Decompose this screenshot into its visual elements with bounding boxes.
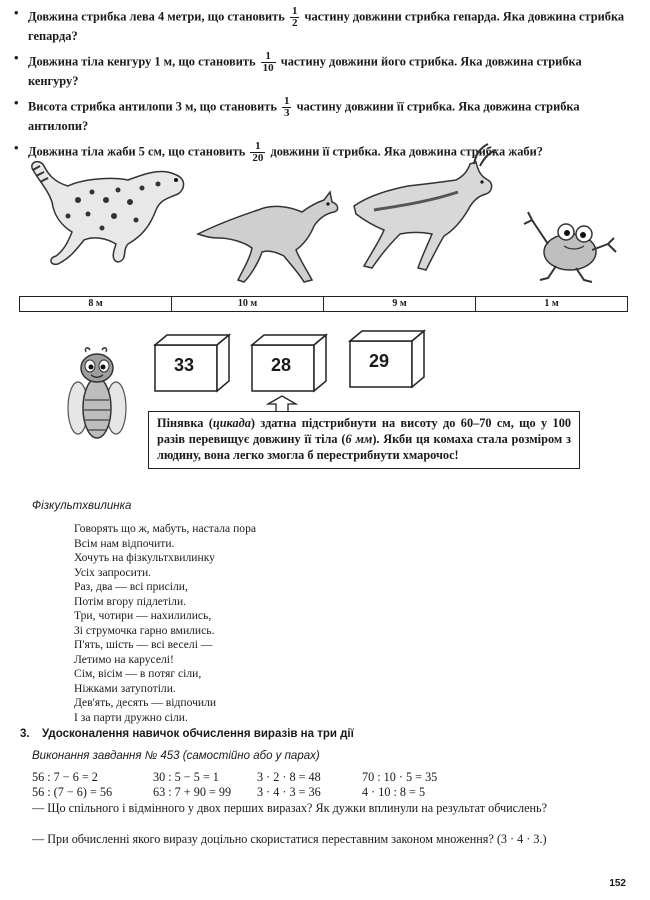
frog-icon <box>524 212 616 282</box>
question-frog: • Довжина тіла жаби 5 см, що становить $\frac{1}{20}$ довжини її стрибка. Яка довжина стрибка жаби? <box>12 141 632 164</box>
page-number: 152 <box>609 878 626 889</box>
fraction: $\frac{1}{10}$ <box>262 50 274 74</box>
poem-line: Потім вгору підлетіли. <box>74 594 187 608</box>
poem-line: Дев'ять, десять — відпочили <box>74 696 217 709</box>
expression: 3 · 4 · 3 = 36 <box>257 785 321 799</box>
expression-grid <box>32 770 592 800</box>
poem-line: І за парти дружно сіли. <box>74 710 188 724</box>
expression: 56 : 7 − 6 = 2 <box>32 770 98 784</box>
number-cube: 29 <box>348 329 428 389</box>
discussion-question: — Що спільного і відмінного у двох перших виразах? Як дужки вплинули на результат обчислень? <box>32 801 547 815</box>
distance-cheetah: 8 м <box>20 297 172 311</box>
kangaroo-icon <box>198 192 338 282</box>
antelope-icon <box>354 144 496 270</box>
cheetah-icon <box>32 162 184 265</box>
expression: 63 : 7 + 90 = 99 <box>153 785 232 799</box>
expression: 56 : (7 − 6) = 56 <box>32 785 113 799</box>
poem-line: Летимо на каруселі! <box>74 652 174 666</box>
animals-illustration <box>18 140 628 300</box>
poem-line: Сім, вісім — в потяг сіли, <box>74 667 202 680</box>
fraction: $\frac{1}{20}$ <box>252 140 264 164</box>
expression-row <box>32 770 592 785</box>
fizkult-poem <box>74 522 256 725</box>
poem-line: Всім нам відпочити. <box>74 536 175 550</box>
distance-antelope: 9 м <box>324 297 476 311</box>
poem-line: Ніжками затупотіли. <box>74 681 176 695</box>
cicada-info-box: Пінявка (цикада) здатна підстрибнути на висоту до 60–70 см, що у 100 разів перевищує довжину її тіла (6 мм). Якби ця комаха стала розміром з людину, вона легко змогла б перестрибнути хмарочос! <box>148 411 580 469</box>
number-cube: 28 <box>250 333 330 393</box>
poem-line: Зі струмочка гарно вмились. <box>74 623 215 637</box>
poem-line: Хочуть на фізкультхвилинку <box>74 551 215 564</box>
jump-distance-table <box>19 296 628 312</box>
cicada-icon <box>66 346 128 444</box>
poem-line: Говорять що ж, мабуть, настала пора <box>74 522 257 535</box>
number-cube: 33 <box>153 333 233 393</box>
task-line: Виконання завдання № 453 (самостійно або у парах) <box>32 750 320 762</box>
poem-line: Три, чотири — нахилились, <box>74 609 212 622</box>
fraction: $\frac{1}{2}$ <box>291 5 298 29</box>
fraction: $\frac{1}{3}$ <box>283 95 290 119</box>
question-lion: • Довжина стрибка лева 4 метри, що становить $\frac{1}{2}$ частину довжини стрибка гепарда. Яка довжина стрибка гепарда? <box>12 6 632 43</box>
question-kangaroo: • Довжина тіла кенгуру 1 м, що становить $\frac{1}{10}$ частину довжини його стрибка. Яка довжина стрибка кенгуру? <box>12 51 632 88</box>
question-antelope: • Висота стрибка антилопи 3 м, що становить $\frac{1}{3}$ частину довжини її стрибка. Яка довжина стрибка антилопи? <box>12 96 632 133</box>
expression: 3 · 2 · 8 = 48 <box>257 770 321 784</box>
expression-row <box>32 785 592 800</box>
fizkult-heading: Фізкультхвилинка <box>32 500 132 512</box>
poem-line: Раз, два — всі присіли, <box>74 580 188 593</box>
discussion-question: — При обчисленні якого виразу доцільно скористатися переставним законом множення? (3 · 4 · 3.) <box>32 832 547 846</box>
poem-line: П'ять, шість — всі веселі — <box>74 638 213 651</box>
distance-frog: 1 м <box>544 298 559 309</box>
section-heading: 3. Удосконалення навичок обчислення виразів на три дії <box>20 728 354 740</box>
expression: 4 · 10 : 8 = 5 <box>362 785 426 799</box>
expression: 30 : 5 − 5 = 1 <box>153 770 219 784</box>
poem-line: Усіх запросити. <box>74 565 152 579</box>
expression: 70 : 10 · 5 = 35 <box>362 770 438 784</box>
distance-kangaroo: 10 м <box>172 297 324 311</box>
